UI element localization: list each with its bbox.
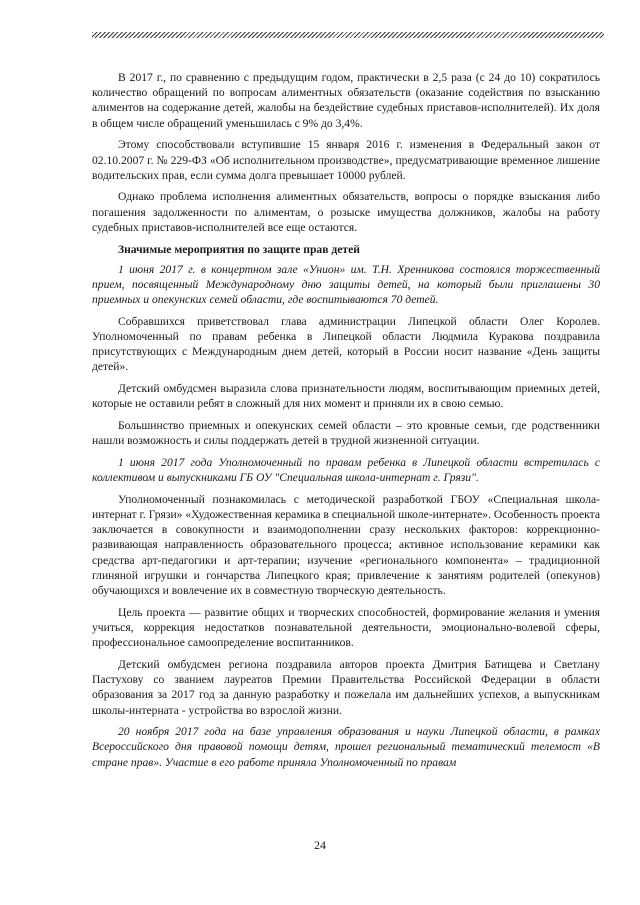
paragraph: В 2017 г., по сравнению с предыдущим годом, практически в 2,5 раза (с 24 до 10) сократилось количество обращений по вопросам алиментных обязательств (оказание содействия по взысканию алиментов на содержание детей, жалобы на бездействие судебных приставов-исполнителей). Их доля в общем числе обращений уменьшилась с 9% до 3,4%. xyxy=(92,71,600,130)
paragraph: Детский омбудсмен выразила слова признательности людям, воспитывающим приемных детей, которые не оставили ребят в сложный для них момент и приняли их в свою семью. xyxy=(92,382,600,411)
paragraph: Однако проблема исполнения алиментных обязательств, вопросы о порядке взыскания либо погашения задолженности по алиментам, о розыске имущества должников, жалобы на работу судебных приставов-исполнителей все еще остаются. xyxy=(92,190,600,234)
section-heading: Значимые мероприятия по защите прав детей xyxy=(118,242,360,256)
paragraph: Собравшихся приветствовал глава администрации Липецкой области Олег Королев. Уполномоченный по правам ребенка в Липецкой области Людмила Куракова поздравила присутствующих с Международным днем детей, который в России носит название «День защиты детей». xyxy=(92,314,600,374)
page-number: 24 xyxy=(314,838,326,852)
event-paragraph: 1 июня 2017 г. в концертном зале «Унион» им. Т.Н. Хренникова состоялся торжественный прием, посвященный Международному дню защиты детей, на который были приглашены 30 приемных и опекунских семей области, где воспитываются 70 детей. xyxy=(92,262,600,307)
paragraph: Большинство приемных и опекунских семей области – это кровные семьи, где родственники нашли возможность и силы поддержать детей в трудной жизненной ситуации. xyxy=(92,419,600,448)
page-body xyxy=(92,70,600,776)
paragraph: Этому способствовали вступившие 15 января 2016 г. изменения в Федеральный закон от 02.10.2007 г. № 229-ФЗ «Об исполнительном производстве», предусматривающие временное лишение водительских прав, если сумма долга превышает 10000 рублей. xyxy=(92,138,600,182)
header-hatched-rule xyxy=(92,32,604,38)
paragraph: Детский омбудсмен региона поздравила авторов проекта Дмитрия Батищева и Светлану Пастухову со званием лауреатов Премии Правительства Российской Федерации в области образования за 2017 год за данную разработку и пожелала им дальнейших успехов, а выпускникам школы-интерната - устройства во взрослой жизни. xyxy=(92,657,600,717)
event-paragraph: 1 июня 2017 года Уполномоченный по правам ребенка в Липецкой области встретилась с коллективом и выпускниками ГБ ОУ "Специальная школа-интернат г. Грязи". xyxy=(92,455,600,485)
paragraph: Уполномоченный познакомилась с методической разработкой ГБОУ «Специальная школа-интернат г. Грязи» «Художественная керамика в специальной школе-интернате». Особенность проекта заключается в совокупности и взаимодополнении сразу нескольких факторов: коррекционно-развивающая направленность образовательного процесса; активное использование керамики как средства арт-педагогики и арт-терапии; изучение «регионального компонента» – традиционной глиняной игрушки и гончарства Липецкого края; привлечение к занятиям родителей (опекунов) обучающихся и вовлечение их в совместную творческую деятельность. xyxy=(92,492,600,598)
paragraph: Цель проекта — развитие общих и творческих способностей, формирование желания и умения учиться, коррекция недостатков познавательной деятельности, эмоционально-волевой сферы, профессиональное самоопределение воспитанников. xyxy=(92,605,600,650)
event-paragraph: 20 ноября 2017 года на базе управления образования и науки Липецкой области, в рамках Всероссийского дня правовой помощи детям, прошел региональный тематический телемост «В стране прав». Участие в его работе приняла Уполномоченный по правам xyxy=(92,725,600,769)
